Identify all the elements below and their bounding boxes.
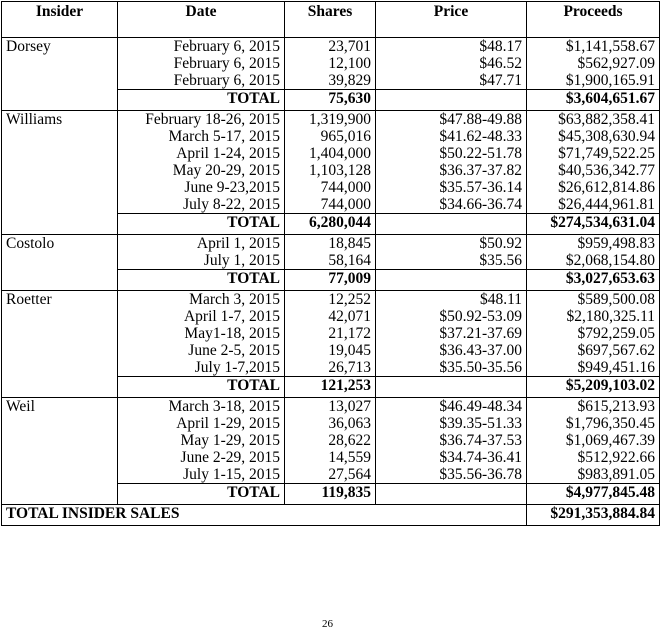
date-cell <box>118 111 285 214</box>
total-price-empty <box>376 377 527 398</box>
transaction-shares: 39,829 <box>328 72 371 89</box>
transaction-date: February 6, 2015 <box>173 72 280 89</box>
transaction-shares: 1,319,900 <box>309 111 371 128</box>
insider-name: Costolo <box>2 235 118 270</box>
transaction-price: $50.92 <box>479 235 522 252</box>
transaction-date: July 8-22, 2015 <box>183 196 280 213</box>
transaction-price: $41.62-48.33 <box>439 128 522 145</box>
transaction-date: February 18-26, 2015 <box>145 111 280 128</box>
transaction-date: May 1-29, 2015 <box>180 432 280 449</box>
transaction-proceeds: $983,891.05 <box>577 466 655 483</box>
transaction-proceeds: $1,141,558.67 <box>565 38 655 55</box>
insider-name: Williams <box>2 111 118 214</box>
transaction-proceeds: $1,796,350.45 <box>565 415 655 432</box>
shares-cell <box>285 398 376 484</box>
transaction-proceeds: $1,069,467.39 <box>565 432 655 449</box>
total-label: TOTAL <box>118 214 285 235</box>
transaction-proceeds: $71,749,522.25 <box>558 145 655 162</box>
shares-cell <box>285 111 376 214</box>
transaction-date: April 1-7, 2015 <box>183 308 280 325</box>
transaction-shares: 19,045 <box>328 342 371 359</box>
transaction-proceeds: $1,900,165.91 <box>565 72 655 89</box>
insider-sales-table <box>1 1 660 526</box>
total-proceeds: $274,534,631.04 <box>527 214 660 235</box>
price-cell <box>376 398 527 484</box>
insider-group-row <box>2 398 660 484</box>
transaction-shares: 27,564 <box>328 466 371 483</box>
proceeds-cell <box>527 111 660 214</box>
group-total-row <box>2 214 660 235</box>
transaction-shares: 58,164 <box>328 252 371 269</box>
total-label: TOTAL <box>118 90 285 111</box>
date-cell <box>118 38 285 90</box>
transaction-shares: 28,622 <box>328 432 371 449</box>
insider-name: Roetter <box>2 291 118 377</box>
proceeds-cell <box>527 291 660 377</box>
insider-name: Dorsey <box>2 38 118 90</box>
total-shares: 6,280,044 <box>285 214 376 235</box>
transaction-date: July 1-7,2015 <box>194 359 280 376</box>
price-cell <box>376 235 527 270</box>
total-proceeds: $4,977,845.48 <box>527 484 660 505</box>
transaction-shares: 36,063 <box>328 415 371 432</box>
table-body <box>2 38 660 526</box>
transaction-shares: 14,559 <box>328 449 371 466</box>
total-label: TOTAL <box>118 270 285 291</box>
transaction-proceeds: $697,567.62 <box>577 342 655 359</box>
transaction-price: $34.66-36.74 <box>439 196 522 213</box>
insider-group-row <box>2 111 660 214</box>
header-shares: Shares <box>285 2 376 38</box>
transaction-proceeds: $589,500.08 <box>577 291 655 308</box>
transaction-price: $35.56-36.78 <box>439 466 522 483</box>
transaction-date: June 9-23,2015 <box>184 179 280 196</box>
shares-cell <box>285 38 376 90</box>
date-cell <box>118 291 285 377</box>
transaction-proceeds: $2,068,154.80 <box>565 252 655 269</box>
transaction-proceeds: $45,308,630.94 <box>558 128 655 145</box>
transaction-price: $34.74-36.41 <box>439 449 522 466</box>
transaction-proceeds: $949,451.16 <box>577 359 655 376</box>
proceeds-cell <box>527 38 660 90</box>
transaction-date: June 2-5, 2015 <box>188 342 280 359</box>
insider-blank <box>2 377 118 398</box>
transaction-shares: 1,404,000 <box>309 145 371 162</box>
transaction-date: May 20-29, 2015 <box>172 162 280 179</box>
transaction-date: March 3-18, 2015 <box>168 398 280 415</box>
transaction-date: April 1-29, 2015 <box>176 415 280 432</box>
group-total-row <box>2 90 660 111</box>
transaction-price: $48.17 <box>479 38 522 55</box>
transaction-price: $35.50-35.56 <box>439 359 522 376</box>
insider-group-row <box>2 235 660 270</box>
group-total-row <box>2 484 660 505</box>
grand-total-proceeds: $291,353,884.84 <box>527 505 660 526</box>
transaction-date: May1-18, 2015 <box>184 325 280 342</box>
transaction-date: June 2-29, 2015 <box>180 449 280 466</box>
transaction-proceeds: $959,498.83 <box>577 235 655 252</box>
insider-group-row <box>2 291 660 377</box>
transaction-date: April 1-24, 2015 <box>176 145 280 162</box>
transaction-proceeds: $63,882,358.41 <box>558 111 655 128</box>
transaction-shares: 965,016 <box>320 128 371 145</box>
transaction-shares: 23,701 <box>328 38 371 55</box>
transaction-price: $37.21-37.69 <box>439 325 522 342</box>
total-shares: 77,009 <box>285 270 376 291</box>
header-date: Date <box>118 2 285 38</box>
transaction-shares: 26,713 <box>328 359 371 376</box>
transaction-proceeds: $615,213.93 <box>577 398 655 415</box>
date-cell <box>118 235 285 270</box>
transaction-price: $48.11 <box>479 291 522 308</box>
transaction-price: $39.35-51.33 <box>439 415 522 432</box>
transaction-shares: 13,027 <box>328 398 371 415</box>
transaction-shares: 21,172 <box>328 325 371 342</box>
header-insider: Insider <box>2 2 118 38</box>
transaction-shares: 744,000 <box>320 196 371 213</box>
total-price-empty <box>376 90 527 111</box>
insider-blank <box>2 90 118 111</box>
transaction-date: March 3, 2015 <box>189 291 280 308</box>
transaction-date: March 5-17, 2015 <box>168 128 280 145</box>
proceeds-cell <box>527 235 660 270</box>
transaction-shares: 744,000 <box>320 179 371 196</box>
transaction-proceeds: $562,927.09 <box>577 55 655 72</box>
transaction-proceeds: $26,444,961.81 <box>558 196 655 213</box>
total-price-empty <box>376 484 527 505</box>
transaction-shares: 42,071 <box>328 308 371 325</box>
insider-blank <box>2 214 118 235</box>
transaction-proceeds: $792,259.05 <box>577 325 655 342</box>
transaction-proceeds: $40,536,342.77 <box>558 162 655 179</box>
price-cell <box>376 111 527 214</box>
group-total-row <box>2 270 660 291</box>
transaction-shares: 12,252 <box>328 291 371 308</box>
header-proceeds: Proceeds <box>527 2 660 38</box>
transaction-price: $35.56 <box>479 252 522 269</box>
transaction-date: February 6, 2015 <box>173 55 280 72</box>
group-total-row <box>2 377 660 398</box>
grand-total-row <box>2 505 660 526</box>
transaction-price: $46.52 <box>479 55 522 72</box>
transaction-price: $47.88-49.88 <box>439 111 522 128</box>
transaction-proceeds: $512,922.66 <box>577 449 655 466</box>
page-number: 26 <box>322 618 333 630</box>
transaction-date: July 1, 2015 <box>203 252 280 269</box>
total-proceeds: $5,209,103.02 <box>527 377 660 398</box>
insider-group-row <box>2 38 660 90</box>
transaction-price: $36.43-37.00 <box>439 342 522 359</box>
price-cell <box>376 38 527 90</box>
transaction-shares: 12,100 <box>328 55 371 72</box>
transaction-proceeds: $26,612,814.86 <box>558 179 655 196</box>
shares-cell <box>285 291 376 377</box>
header-price: Price <box>376 2 527 38</box>
transaction-price: $47.71 <box>479 72 522 89</box>
insider-name: Weil <box>2 398 118 484</box>
transaction-date: July 1-15, 2015 <box>183 466 280 483</box>
transaction-price: $36.74-37.53 <box>439 432 522 449</box>
transaction-price: $50.92-53.09 <box>439 308 522 325</box>
total-proceeds: $3,027,653.63 <box>527 270 660 291</box>
total-shares: 119,835 <box>285 484 376 505</box>
transaction-date: February 6, 2015 <box>173 38 280 55</box>
price-cell <box>376 291 527 377</box>
total-shares: 75,630 <box>285 90 376 111</box>
total-price-empty <box>376 214 527 235</box>
transaction-shares: 1,103,128 <box>309 162 371 179</box>
shares-cell <box>285 235 376 270</box>
grand-total-label: TOTAL INSIDER SALES <box>2 505 527 526</box>
proceeds-cell <box>527 398 660 484</box>
transaction-price: $46.49-48.34 <box>439 398 522 415</box>
total-shares: 121,253 <box>285 377 376 398</box>
date-cell <box>118 398 285 484</box>
header-row <box>2 2 660 38</box>
total-label: TOTAL <box>118 377 285 398</box>
insider-blank <box>2 270 118 291</box>
transaction-shares: 18,845 <box>328 235 371 252</box>
transaction-proceeds: $2,180,325.11 <box>566 308 655 325</box>
transaction-price: $35.57-36.14 <box>439 179 522 196</box>
transaction-price: $50.22-51.78 <box>439 145 522 162</box>
total-proceeds: $3,604,651.67 <box>527 90 660 111</box>
transaction-price: $36.37-37.82 <box>439 162 522 179</box>
transaction-date: April 1, 2015 <box>196 235 280 252</box>
total-price-empty <box>376 270 527 291</box>
total-label: TOTAL <box>118 484 285 505</box>
insider-blank <box>2 484 118 505</box>
